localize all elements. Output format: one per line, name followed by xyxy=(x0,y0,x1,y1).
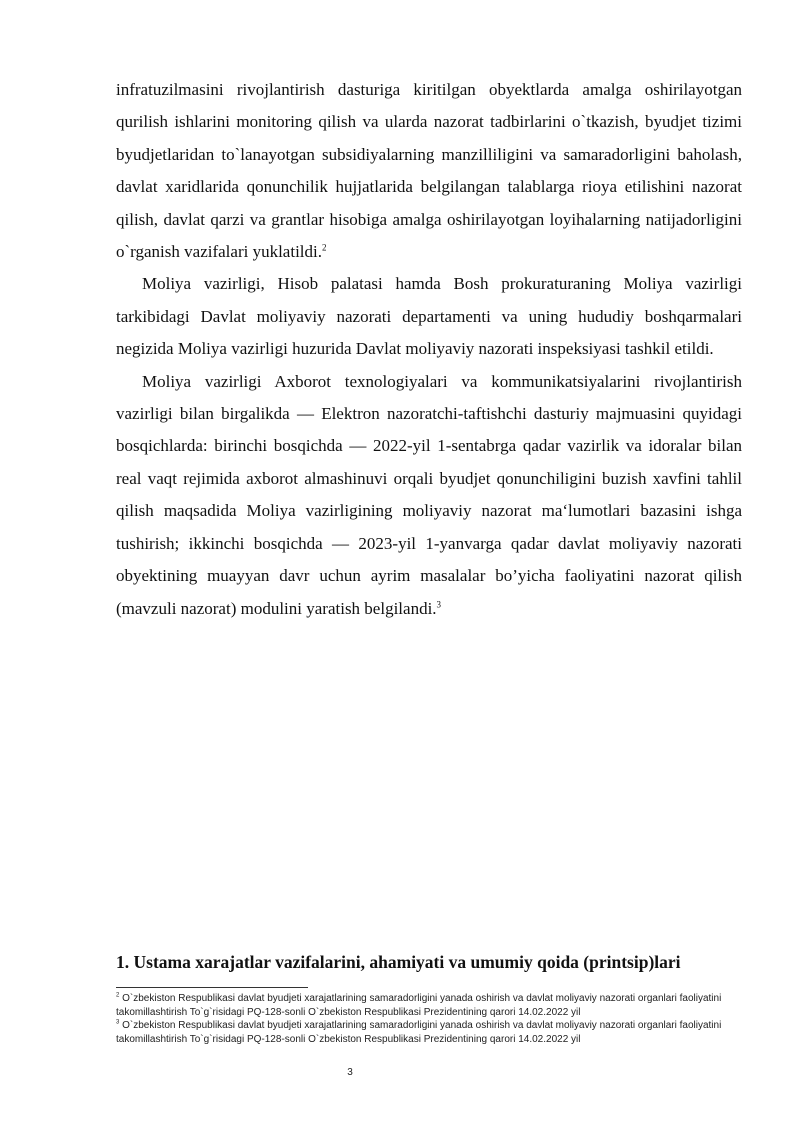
page-number: 3 xyxy=(347,1067,353,1078)
paragraph-3-text: Moliya vazirligi Axborot texnologiyalari va kommunikatsiyalarini rivojlantirish vazirligi bilan birgalikda — Elektron nazoratchi-taftishchi dasturiy majmuasini quyidagi bosqichlarda: birinchi bosqichda — 2022-yil 1-sentabrga qadar vazirlik va idoralar bilan real vaqt rejimida axborot almashinuvi orqali byudjet qonunchiligini buzish xavfini tahlil qilish maqsadida Moliya vazirligining moliyaviy nazorat maʻlumotlari bazasini ishga tushirish; ikkinchi bosqichda — 2023-yil 1-yanvarga qadar davlat moliyaviy nazorati obyektining muayyan davr uchun ayrim masalalar bo’yicha faoliyatini nazorat qilish (mavzuli nazorat) modulini yaratish belgilandi. xyxy=(116,371,742,618)
footnote-separator xyxy=(116,987,308,988)
footnote-3-text: O`zbekiston Respublikasi davlat byudjeti xarajatlarining samaradorligini yanada oshirish va davlat moliyaviy nazorati organlari faoliyatini takomillashtirish To`g`risidagi PQ-128-sonli O`zbekiston Respublikasi Prezidentining qarori 14.02.2022 yil xyxy=(116,1020,722,1045)
footnote-ref-3[interactable]: 3 xyxy=(436,598,442,609)
paragraph-1 xyxy=(116,74,742,268)
footnote-ref-2[interactable]: 2 xyxy=(321,242,327,253)
body-text xyxy=(116,74,742,625)
paragraph-3 xyxy=(116,366,742,625)
section-heading: 1. Ustama xarajatlar vazifalarini, ahamiyati va umumiy qoida (printsip)lari xyxy=(116,952,681,972)
footnote-3-mark: 3 xyxy=(116,1019,120,1026)
paragraph-1-text: infratuzilmasini rivojlantirish dasturiga kiritilgan obyektlarda amalga oshirilayotgan qurilish ishlarini monitoring qilish va ularda nazorat tadbirlarini o`tkazish, byudjet tizimi byudjetlaridan to`lanayotgan subsidiyalarning manzilliligini va samaradorligini baholash, davlat xaridlarida qonunchilik hujjatlarida belgilangan talablarga rioya etilishini nazorat qilish, davlat qarzi va grantlar hisobiga amalga oshirilayotgan loyihalarning natijadorligini o`rganish vazifalari yuklatildi. xyxy=(116,80,742,262)
paragraph-2 xyxy=(116,268,742,365)
footnote-2 xyxy=(116,992,746,1019)
footnote-3 xyxy=(116,1019,746,1046)
footnotes xyxy=(116,992,746,1046)
footnote-2-text: O`zbekiston Respublikasi davlat byudjeti xarajatlarining samaradorligini yanada oshirish va davlat moliyaviy nazorati organlari faoliyatini takomillashtirish To`g`risidagi PQ-128-sonli O`zbekiston Respublikasi Prezidentining qarori 14.02.2022 yil xyxy=(116,993,722,1018)
footnote-2-mark: 2 xyxy=(116,992,120,999)
paragraph-2-text: Moliya vazirligi, Hisob palatasi hamda Bosh prokuraturaning Moliya vazirligi tarkibidagi Davlat moliyaviy nazorati departamenti va uning hududiy boshqarmalari negizida Moliya vazirligi huzurida Davlat moliyaviy nazorati inspeksiyasi tashkil etildi. xyxy=(116,274,742,359)
